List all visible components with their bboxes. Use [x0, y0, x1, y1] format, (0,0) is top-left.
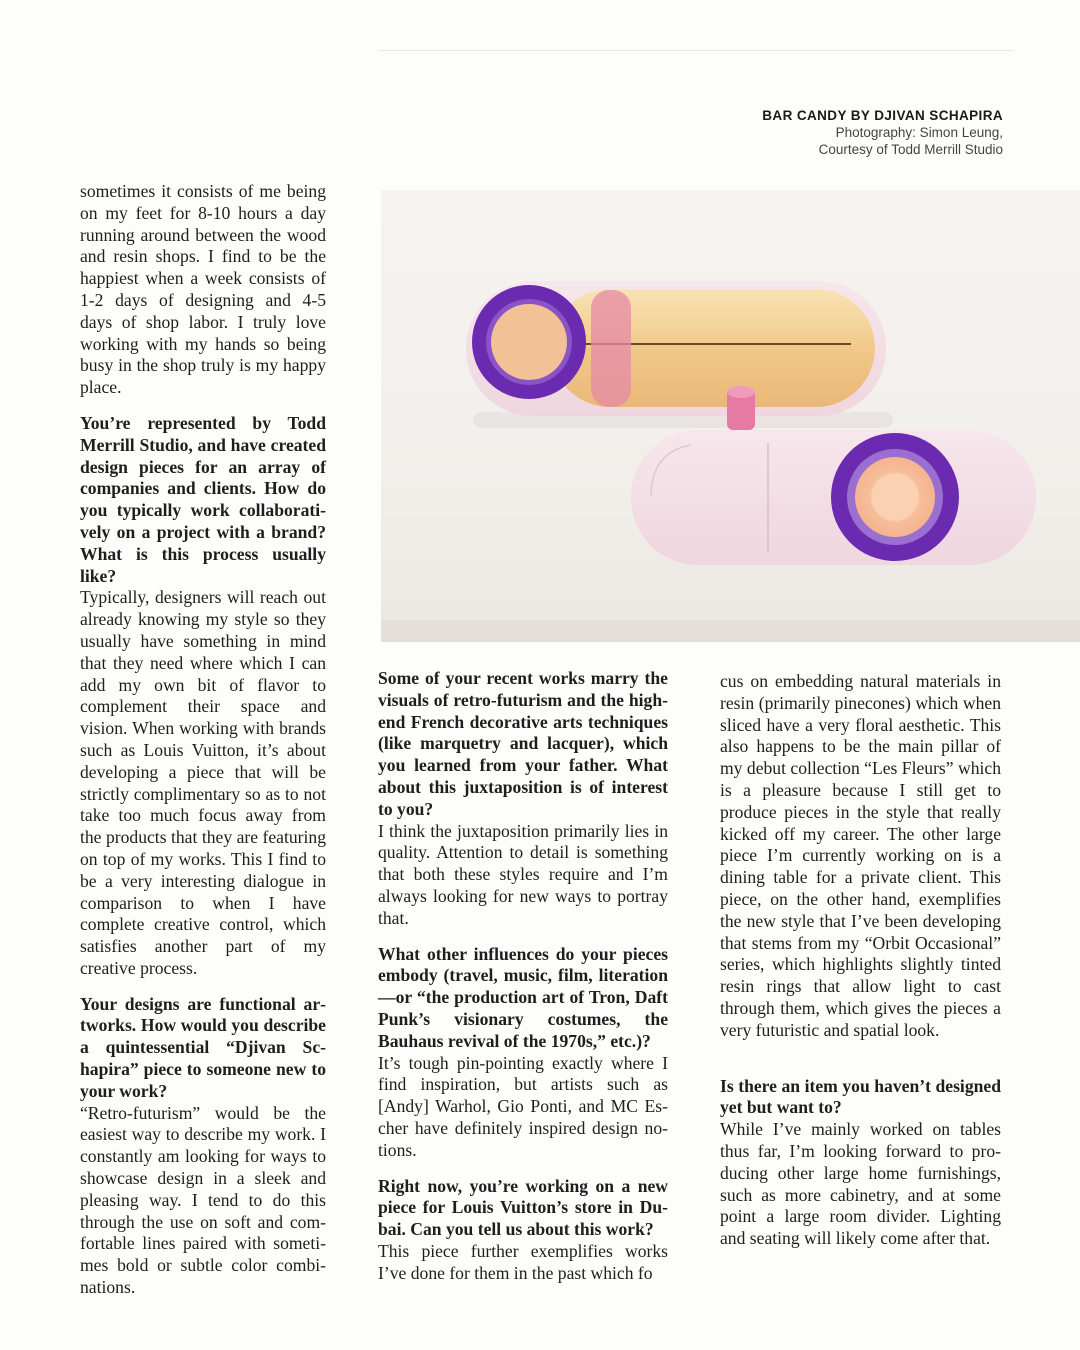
top-rule	[378, 50, 1014, 51]
left-paragraph-1: sometimes it consists of me being on my feet for 8-10 hours a day running around between the wood and resin shops. I find to be the happiest when a week consists of 1-2 days of designing and 4-5 days of shop labor. I truly love working with my hands so being busy in the shop truly is my happy place.	[80, 181, 326, 398]
pink-rim	[591, 290, 631, 407]
floor	[381, 620, 1080, 642]
amber-core-upper	[491, 304, 567, 380]
caption-title: BAR CANDY BY DJIVAN SCHAPIRA	[762, 108, 1003, 123]
right-column	[720, 671, 1001, 1250]
middle-answer-1: I think the juxtaposition primarily lies in quality. Attention to detail is something that both these styles require and I’m always looking for new ways to portray that.	[378, 820, 668, 928]
caption-credit-line-2: Courtesy of Todd Merrill Studio	[818, 142, 1003, 157]
left-column	[80, 181, 326, 1299]
left-question-1: You’re represented by Todd Merrill Studio, and have created design pieces for an array of companies and clients. How do you typically work collaboratively on a project with a brand? What is this process usually like?	[80, 412, 326, 586]
middle-question-2: What other influences do your pieces embody (travel, music, film, literation—or “the production art of Tron, Daft Punk’s visionary costumes, the Bauhaus revival of the 1970s,” etc.)?	[378, 943, 668, 1051]
bar-cabinet-photo	[381, 190, 1080, 642]
left-question-2: Your designs are functional artworks. How would you describe a quintessential “Djivan Schapira” piece to someone new to your work?	[80, 993, 326, 1101]
middle-question-3: Right now, you’re working on a new piece for Louis Vuitton’s store in Dubai. Can you tell us about this work?	[378, 1175, 668, 1240]
right-answer-3-continued: cus on embedding natural materials in resin (primarily pinecones) which when sliced have a very floral aesthetic. This also happens to be the main pillar of my debut collection “Les Fleurs” which is a pleasure because I still get to produce pieces in the style that really kicked off my career. The other large piece I’m currently working on is a dining table for a private client. This piece, on the other hand, exemplifies the new style that I’ve been developing that stems from my “Orbit Occasional” series, which highlights slightly tinted resin rings that allow light to cast through them, which gives the pieces a very futuristic and spatial look.	[720, 671, 1001, 1040]
right-question-4: Is there an item you haven’t designed yet but want to?	[720, 1075, 1001, 1118]
middle-question-1: Some of your recent works marry the visuals of retro-futurism and the high-end French decorative arts techniques (like marquetry and lacquer), which you learned from your father. What about this juxtaposition is of interest to you?	[378, 668, 668, 819]
amber-core-center	[871, 473, 919, 521]
middle-answer-3: This piece further exemplifies works I’ve done for them in the past which fo	[378, 1240, 668, 1283]
caption-credit-line-1: Photography: Simon Leung,	[835, 125, 1003, 140]
pink-connector-top	[727, 386, 755, 398]
middle-answer-2: It’s tough pin-pointing exactly where I find inspiration, but artists such as [Andy] Warhol, Gio Ponti, and MC Escher have definitely inspired design notions.	[378, 1052, 668, 1160]
middle-column	[378, 668, 668, 1285]
left-answer-2: “Retro-futurism” would be the easiest way to describe my work. I constantly am looking for ways to showcase design in a sleek and pleasing way. I tend to do this through the use on soft and comfortable lines paired with sometimes bold or subtle color combinations.	[80, 1102, 326, 1298]
photo-caption	[762, 107, 1003, 158]
left-answer-1: Typically, designers will reach out already knowing my style so they usually have something in mind that they need where which I can add my own bit of flavor to complement their space and vision. When working with brands such as Louis Vuitton, it’s about developing a piece that will be strictly complimentary so as to not take too much focus away from the products that they are featuring on top of my works. This I find to be a very interesting dialogue in comparison to when I have complete creative control, which satisfies another part of my creative process.	[80, 587, 326, 978]
right-answer-4: While I’ve mainly worked on tables thus far, I’m looking forward to producing other large home furnishings, such as more cabinetry, and at some point a large room divider. Lighting and seating will likely come after that.	[720, 1119, 1001, 1249]
